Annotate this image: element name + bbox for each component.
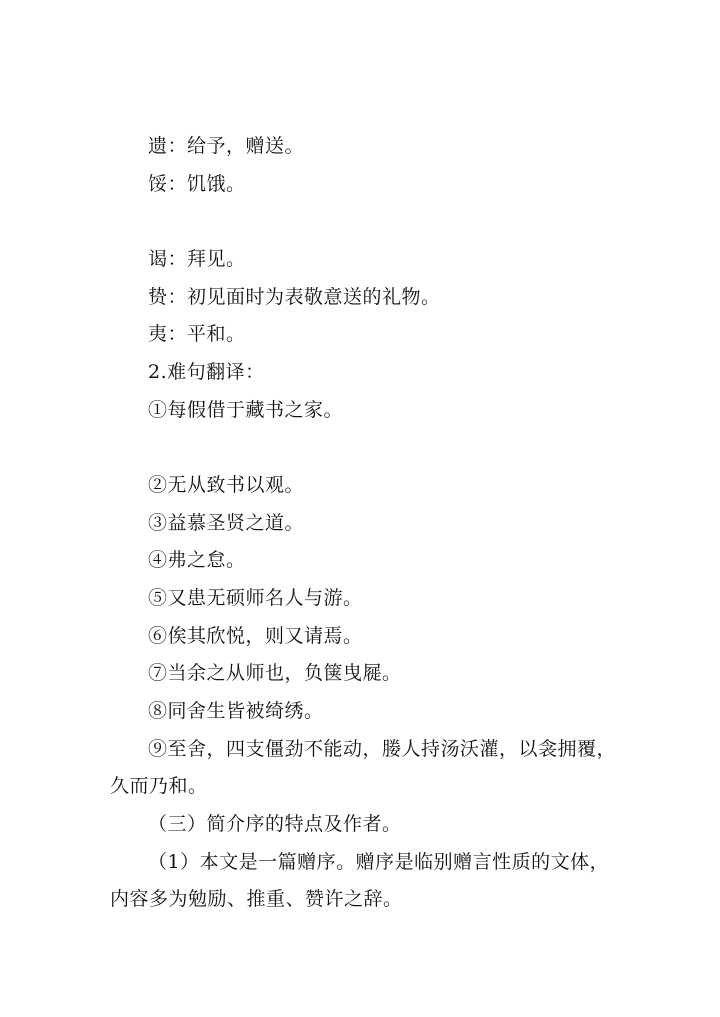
sentence-3: ③益慕圣贤之道。 (148, 512, 305, 534)
sentence-1: ①每假借于藏书之家。 (148, 399, 344, 421)
gloss-zhi: 贽：初见面时为表敬意送的礼物。 (148, 286, 441, 308)
sentence-6: ⑥俟其欣悦，则又请焉。 (148, 625, 363, 647)
sentence-7: ⑦当余之从师也，负箧曳屣。 (148, 662, 402, 684)
sentence-9-continued: 久而乃和。 (110, 775, 208, 797)
sentence-2: ②无从致书以观。 (148, 474, 305, 496)
section-heading-preface: （三）简介序的特点及作者。 (148, 813, 402, 835)
sentence-8: ⑧同舍生皆被绮绣。 (148, 700, 324, 722)
sentence-4: ④弗之怠。 (148, 549, 246, 571)
sentence-5: ⑤又患无硕师名人与游。 (148, 587, 363, 609)
section-heading-translation: 2.难句翻译： (148, 361, 265, 383)
paragraph-preface: （1）本文是一篇赠序。赠序是临别赠言性质的文体， (148, 851, 610, 873)
paragraph-preface-continued: 内容多为勉励、推重、赞许之辞。 (110, 888, 403, 910)
gloss-yi: 夷：平和。 (148, 323, 246, 345)
sentence-9: ⑨至舍，四支僵劲不能动，媵人持汤沃灌，以衾拥覆， (148, 738, 617, 760)
gloss-wei: 遗：给予，赠送。 (148, 135, 305, 157)
gloss-ye: 谒：拜见。 (148, 248, 246, 270)
gloss-nei: 馁：饥饿。 (148, 173, 246, 195)
